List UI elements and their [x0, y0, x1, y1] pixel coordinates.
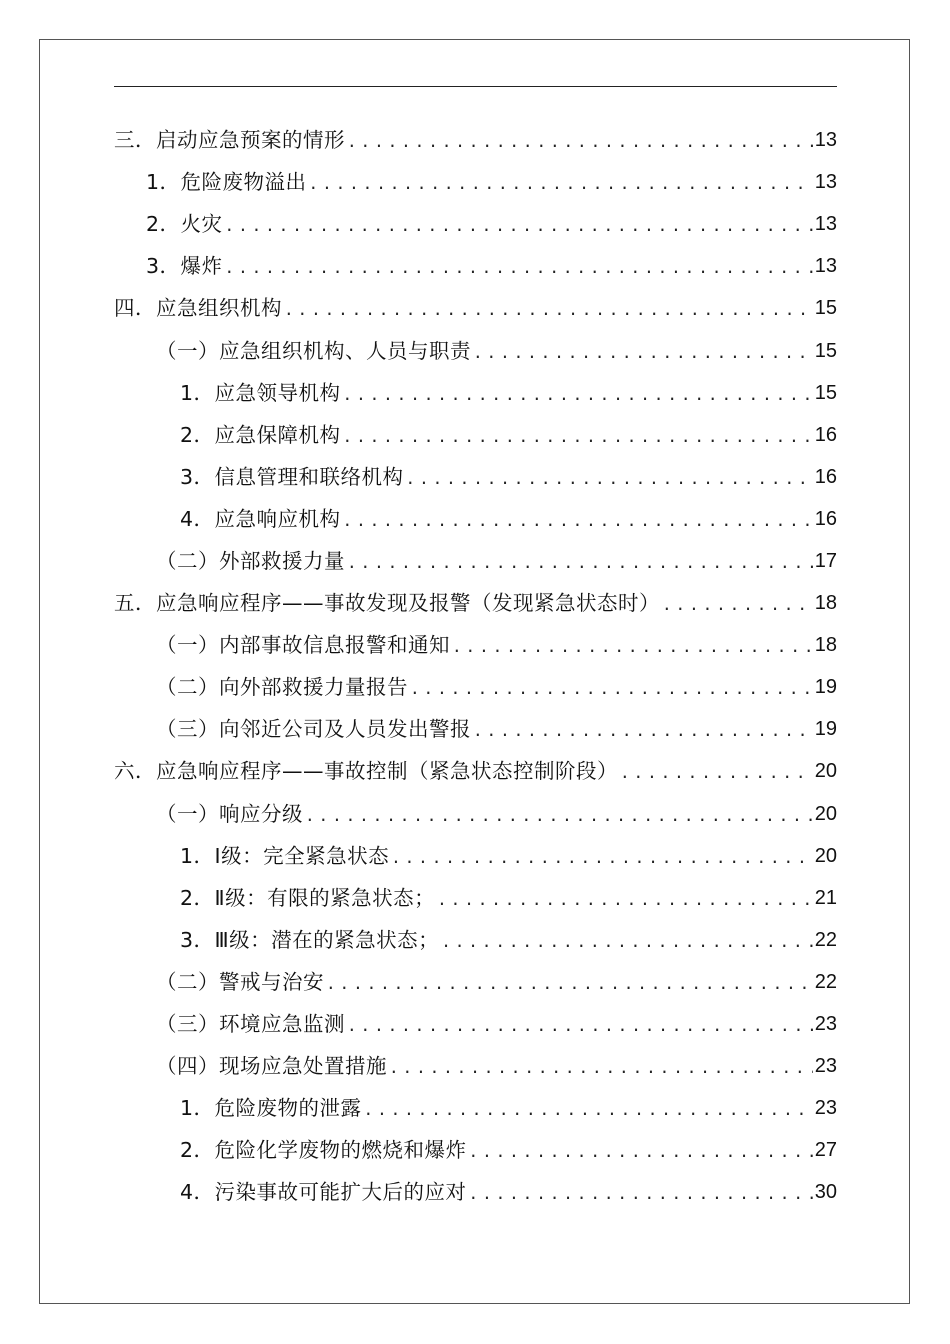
table-of-contents: [0, 119, 950, 1213]
toc-page-number: 13: [814, 129, 837, 152]
toc-page-number: 22: [814, 970, 837, 993]
toc-entry[interactable]: [0, 498, 950, 540]
toc-page-number: 13: [814, 255, 837, 278]
toc-dot-leader: [345, 542, 813, 584]
toc-page-number: 19: [814, 718, 837, 741]
toc-entry-title: （三）向邻近公司及人员发出警报: [156, 717, 471, 742]
toc-dot-leader: [435, 879, 813, 921]
toc-entry-title: 1．危险废物的泄露: [180, 1096, 362, 1121]
toc-entry[interactable]: [0, 456, 950, 498]
toc-entry[interactable]: [0, 624, 950, 666]
toc-entry-title: （一）内部事故信息报警和通知: [156, 633, 450, 658]
header-rule: [114, 86, 837, 87]
toc-entry-title: （三）环境应急监测: [156, 1012, 345, 1037]
toc-entry[interactable]: [0, 1087, 950, 1129]
toc-entry-title: 五．应急响应程序——事故发现及报警（发现紧急状态时）: [114, 591, 660, 616]
toc-entry-title: （一）应急组织机构、人员与职责: [156, 338, 471, 363]
toc-page-number: 16: [814, 423, 837, 446]
toc-dot-leader: [471, 710, 813, 752]
toc-entry-title: 六．应急响应程序——事故控制（紧急状态控制阶段）: [114, 759, 618, 784]
toc-dot-leader: [303, 795, 813, 837]
toc-dot-leader: [404, 458, 813, 500]
toc-dot-leader: [618, 752, 813, 794]
toc-page-number: 16: [814, 507, 837, 530]
toc-entry[interactable]: [0, 1003, 950, 1045]
toc-entry-title: （一）响应分级: [156, 801, 303, 826]
toc-dot-leader: [467, 1131, 813, 1173]
toc-entry-title: （四）现场应急处置措施: [156, 1054, 387, 1079]
toc-page-number: 27: [814, 1139, 837, 1162]
toc-page-number: 21: [814, 886, 837, 909]
toc-entry[interactable]: [0, 835, 950, 877]
toc-entry-title: 2．Ⅱ级：有限的紧急状态；: [180, 885, 436, 910]
toc-entry[interactable]: [0, 161, 950, 203]
toc-dot-leader: [387, 1047, 813, 1089]
toc-dot-leader: [439, 921, 813, 963]
toc-page-number: 15: [814, 381, 837, 404]
toc-dot-leader: [282, 289, 813, 331]
toc-entry-title: 2．火灾: [146, 212, 223, 237]
toc-page-number: 17: [814, 549, 837, 572]
toc-entry-title: （二）外部救援力量: [156, 548, 345, 573]
toc-page-number: 18: [814, 592, 837, 615]
toc-entry[interactable]: [0, 877, 950, 919]
toc-page-number: 20: [814, 760, 837, 783]
toc-page-number: 16: [814, 465, 837, 488]
toc-dot-leader: [223, 247, 813, 289]
toc-page-number: 19: [814, 676, 837, 699]
toc-entry-title: 3．爆炸: [146, 254, 223, 279]
toc-entry[interactable]: [0, 582, 950, 624]
toc-entry[interactable]: [0, 1045, 950, 1087]
toc-entry-title: 1．危险废物溢出: [146, 170, 307, 195]
toc-entry-title: 2．危险化学废物的燃烧和爆炸: [180, 1138, 467, 1163]
toc-dot-leader: [341, 374, 813, 416]
toc-entry-title: 3．信息管理和联络机构: [180, 464, 404, 489]
toc-entry[interactable]: [0, 540, 950, 582]
toc-entry[interactable]: [0, 750, 950, 792]
toc-entry[interactable]: [0, 372, 950, 414]
toc-page-number: 22: [814, 928, 837, 951]
toc-page-number: 23: [814, 1013, 837, 1036]
toc-entry-title: 四．应急组织机构: [114, 296, 282, 321]
toc-entry-title: （二）向外部救援力量报告: [156, 675, 408, 700]
toc-dot-leader: [408, 668, 813, 710]
toc-entry[interactable]: [0, 1129, 950, 1171]
toc-entry[interactable]: [0, 1171, 950, 1213]
toc-dot-leader: [324, 963, 813, 1005]
toc-dot-leader: [341, 416, 813, 458]
toc-entry-title: 1．应急领导机构: [180, 380, 341, 405]
toc-entry[interactable]: [0, 793, 950, 835]
toc-entry-title: （二）警戒与治安: [156, 969, 324, 994]
toc-entry[interactable]: [0, 245, 950, 287]
toc-page-number: 18: [814, 634, 837, 657]
toc-page-number: 15: [814, 297, 837, 320]
toc-dot-leader: [345, 1005, 813, 1047]
toc-page-number: 30: [814, 1181, 837, 1204]
toc-entry-title: 三．启动应急预案的情形: [114, 128, 345, 153]
toc-dot-leader: [345, 121, 813, 163]
toc-page-number: 20: [814, 802, 837, 825]
toc-entry[interactable]: [0, 287, 950, 329]
toc-page-number: 23: [814, 1055, 837, 1078]
toc-dot-leader: [660, 584, 813, 626]
toc-entry[interactable]: [0, 203, 950, 245]
toc-dot-leader: [389, 837, 813, 879]
toc-page-number: 13: [814, 213, 837, 236]
toc-entry[interactable]: [0, 708, 950, 750]
toc-entry-title: 1．Ⅰ级：完全紧急状态: [180, 843, 390, 868]
toc-entry[interactable]: [0, 666, 950, 708]
toc-dot-leader: [223, 205, 813, 247]
toc-dot-leader: [307, 163, 813, 205]
toc-entry[interactable]: [0, 119, 950, 161]
toc-entry[interactable]: [0, 919, 950, 961]
toc-dot-leader: [362, 1089, 813, 1131]
toc-entry[interactable]: [0, 414, 950, 456]
toc-page-number: 23: [814, 1097, 837, 1120]
toc-entry-title: 4．应急响应机构: [180, 506, 341, 531]
toc-page-number: 13: [814, 171, 837, 194]
toc-page-number: 15: [814, 339, 837, 362]
toc-dot-leader: [467, 1173, 813, 1215]
toc-entry[interactable]: [0, 329, 950, 371]
toc-page-number: 20: [814, 844, 837, 867]
toc-dot-leader: [471, 332, 813, 374]
toc-entry[interactable]: [0, 961, 950, 1003]
toc-entry-title: 4．污染事故可能扩大后的应对: [180, 1180, 467, 1205]
toc-entry-title: 3．Ⅲ级：潜在的紧急状态；: [180, 927, 440, 952]
toc-dot-leader: [341, 500, 813, 542]
toc-dot-leader: [450, 626, 813, 668]
toc-entry-title: 2．应急保障机构: [180, 422, 341, 447]
